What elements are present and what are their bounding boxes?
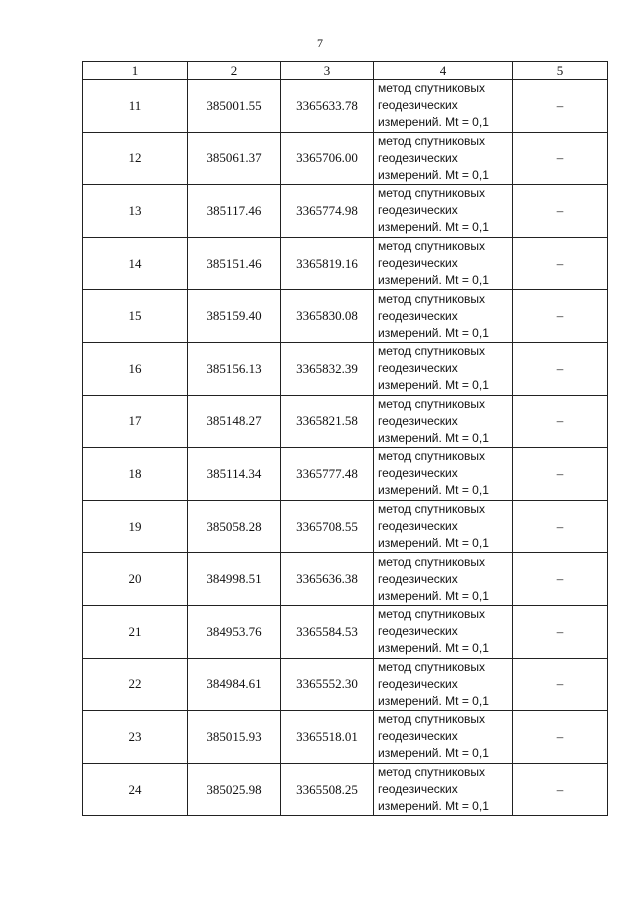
method-line-2: геодезических (378, 466, 458, 481)
y-coordinate-cell: 3365508.25 (281, 763, 374, 816)
dash-mark: – (556, 728, 564, 744)
method-line-2: геодезических (378, 624, 458, 639)
method-cell (374, 658, 513, 711)
x-coordinate-cell: 385025.98 (188, 763, 281, 816)
page-number: 7 (317, 36, 323, 50)
method-line-1: метод спутниковых (378, 554, 486, 569)
method-line-2: геодезических (378, 150, 458, 165)
x-coordinate-cell: 385148.27 (188, 395, 281, 448)
table-row (83, 185, 608, 238)
method-cell (374, 500, 513, 553)
method-line-1: метод спутниковых (378, 239, 486, 254)
point-number-cell: 17 (83, 395, 188, 448)
y-coordinate-cell: 3365821.58 (281, 395, 374, 448)
method-line-1: метод спутниковых (378, 186, 486, 201)
point-number-cell: 15 (83, 290, 188, 343)
y-coordinate-cell: 3365777.48 (281, 448, 374, 501)
dash-mark: – (556, 571, 564, 587)
column-header-5: 5 (513, 62, 608, 80)
table-row (83, 500, 608, 553)
x-coordinate-cell: 384953.76 (188, 605, 281, 658)
method-line-3: измерений. Mt = 0,1 (378, 430, 489, 445)
method-cell (374, 237, 513, 290)
method-line-1: метод спутниковых (378, 81, 486, 96)
column-5-cell (513, 80, 608, 133)
column-header-1: 1 (83, 62, 188, 80)
coordinates-table (82, 61, 608, 816)
table-row (83, 395, 608, 448)
y-coordinate-cell: 3365708.55 (281, 500, 374, 553)
table-header-row (83, 62, 608, 80)
point-number-cell: 18 (83, 448, 188, 501)
dash-mark: – (556, 623, 564, 639)
method-line-3: измерений. Mt = 0,1 (378, 641, 489, 656)
method-line-1: метод спутниковых (378, 659, 486, 674)
y-coordinate-cell: 3365633.78 (281, 80, 374, 133)
method-cell (374, 395, 513, 448)
method-line-2: геодезических (378, 519, 458, 534)
dash-mark: – (556, 781, 564, 797)
point-number-cell: 24 (83, 763, 188, 816)
method-line-1: метод спутниковых (378, 502, 486, 517)
table-body (83, 80, 608, 816)
method-line-2: геодезических (378, 308, 458, 323)
dash-mark: – (556, 518, 564, 534)
x-coordinate-cell: 384998.51 (188, 553, 281, 606)
column-5-cell (513, 290, 608, 343)
method-line-3: измерений. Mt = 0,1 (378, 536, 489, 551)
method-line-3: измерений. Mt = 0,1 (378, 799, 489, 814)
dash-mark: – (556, 308, 564, 324)
method-line-2: геодезических (378, 676, 458, 691)
method-cell (374, 605, 513, 658)
method-line-2: геодезических (378, 361, 458, 376)
method-line-3: измерений. Mt = 0,1 (378, 693, 489, 708)
column-5-cell (513, 448, 608, 501)
x-coordinate-cell: 385058.28 (188, 500, 281, 553)
y-coordinate-cell: 3365552.30 (281, 658, 374, 711)
column-5-cell (513, 132, 608, 185)
point-number-cell: 19 (83, 500, 188, 553)
method-line-3: измерений. Mt = 0,1 (378, 273, 489, 288)
point-number-cell: 13 (83, 185, 188, 238)
point-number-cell: 16 (83, 342, 188, 395)
method-line-3: измерений. Mt = 0,1 (378, 115, 489, 130)
method-line-3: измерений. Mt = 0,1 (378, 746, 489, 761)
method-line-1: метод спутниковых (378, 449, 486, 464)
method-cell (374, 342, 513, 395)
method-cell (374, 448, 513, 501)
column-header-4: 4 (374, 62, 513, 80)
x-coordinate-cell: 385159.40 (188, 290, 281, 343)
method-line-3: измерений. Mt = 0,1 (378, 588, 489, 603)
method-line-2: геодезических (378, 256, 458, 271)
point-number-cell: 23 (83, 711, 188, 764)
y-coordinate-cell: 3365706.00 (281, 132, 374, 185)
dash-mark: – (556, 676, 564, 692)
column-5-cell (513, 500, 608, 553)
method-line-2: геодезических (378, 413, 458, 428)
method-cell (374, 763, 513, 816)
method-line-2: геодезических (378, 203, 458, 218)
dash-mark: – (556, 97, 564, 113)
column-5-cell (513, 342, 608, 395)
y-coordinate-cell: 3365830.08 (281, 290, 374, 343)
table-row (83, 658, 608, 711)
method-line-3: измерений. Mt = 0,1 (378, 167, 489, 182)
dash-mark: – (556, 202, 564, 218)
column-5-cell (513, 237, 608, 290)
method-line-2: геодезических (378, 98, 458, 113)
table-row (83, 342, 608, 395)
x-coordinate-cell: 385117.46 (188, 185, 281, 238)
y-coordinate-cell: 3365518.01 (281, 711, 374, 764)
dash-mark: – (556, 360, 564, 376)
column-5-cell (513, 658, 608, 711)
x-coordinate-cell: 385061.37 (188, 132, 281, 185)
method-line-3: измерений. Mt = 0,1 (378, 483, 489, 498)
column-header-3: 3 (281, 62, 374, 80)
method-line-2: геодезических (378, 729, 458, 744)
y-coordinate-cell: 3365636.38 (281, 553, 374, 606)
method-line-1: метод спутниковых (378, 765, 486, 780)
method-line-1: метод спутниковых (378, 396, 486, 411)
method-line-3: измерений. Mt = 0,1 (378, 325, 489, 340)
method-line-2: геодезических (378, 571, 458, 586)
table-row (83, 448, 608, 501)
y-coordinate-cell: 3365584.53 (281, 605, 374, 658)
column-5-cell (513, 605, 608, 658)
x-coordinate-cell: 385001.55 (188, 80, 281, 133)
x-coordinate-cell: 385151.46 (188, 237, 281, 290)
x-coordinate-cell: 385015.93 (188, 711, 281, 764)
dash-mark: – (556, 150, 564, 166)
dash-mark: – (556, 255, 564, 271)
x-coordinate-cell: 384984.61 (188, 658, 281, 711)
method-line-1: метод спутниковых (378, 607, 486, 622)
table-row (83, 763, 608, 816)
table-row (83, 553, 608, 606)
method-line-2: геодезических (378, 782, 458, 797)
method-cell (374, 711, 513, 764)
method-cell (374, 290, 513, 343)
point-number-cell: 22 (83, 658, 188, 711)
column-5-cell (513, 763, 608, 816)
method-cell (374, 185, 513, 238)
method-cell (374, 80, 513, 133)
dash-mark: – (556, 465, 564, 481)
point-number-cell: 20 (83, 553, 188, 606)
method-cell (374, 553, 513, 606)
x-coordinate-cell: 385156.13 (188, 342, 281, 395)
y-coordinate-cell: 3365819.16 (281, 237, 374, 290)
method-line-1: метод спутниковых (378, 133, 486, 148)
point-number-cell: 21 (83, 605, 188, 658)
x-coordinate-cell: 385114.34 (188, 448, 281, 501)
method-line-1: метод спутниковых (378, 344, 486, 359)
point-number-cell: 11 (83, 80, 188, 133)
table-row (83, 290, 608, 343)
method-line-3: измерений. Mt = 0,1 (378, 378, 489, 393)
method-cell (374, 132, 513, 185)
point-number-cell: 12 (83, 132, 188, 185)
dash-mark: – (556, 413, 564, 429)
column-5-cell (513, 711, 608, 764)
table-row (83, 132, 608, 185)
column-header-2: 2 (188, 62, 281, 80)
y-coordinate-cell: 3365774.98 (281, 185, 374, 238)
method-line-1: метод спутниковых (378, 291, 486, 306)
column-5-cell (513, 553, 608, 606)
y-coordinate-cell: 3365832.39 (281, 342, 374, 395)
table-row (83, 80, 608, 133)
method-line-3: измерений. Mt = 0,1 (378, 220, 489, 235)
table-row (83, 711, 608, 764)
method-line-1: метод спутниковых (378, 712, 486, 727)
column-5-cell (513, 185, 608, 238)
point-number-cell: 14 (83, 237, 188, 290)
column-5-cell (513, 395, 608, 448)
table-row (83, 237, 608, 290)
table-row (83, 605, 608, 658)
